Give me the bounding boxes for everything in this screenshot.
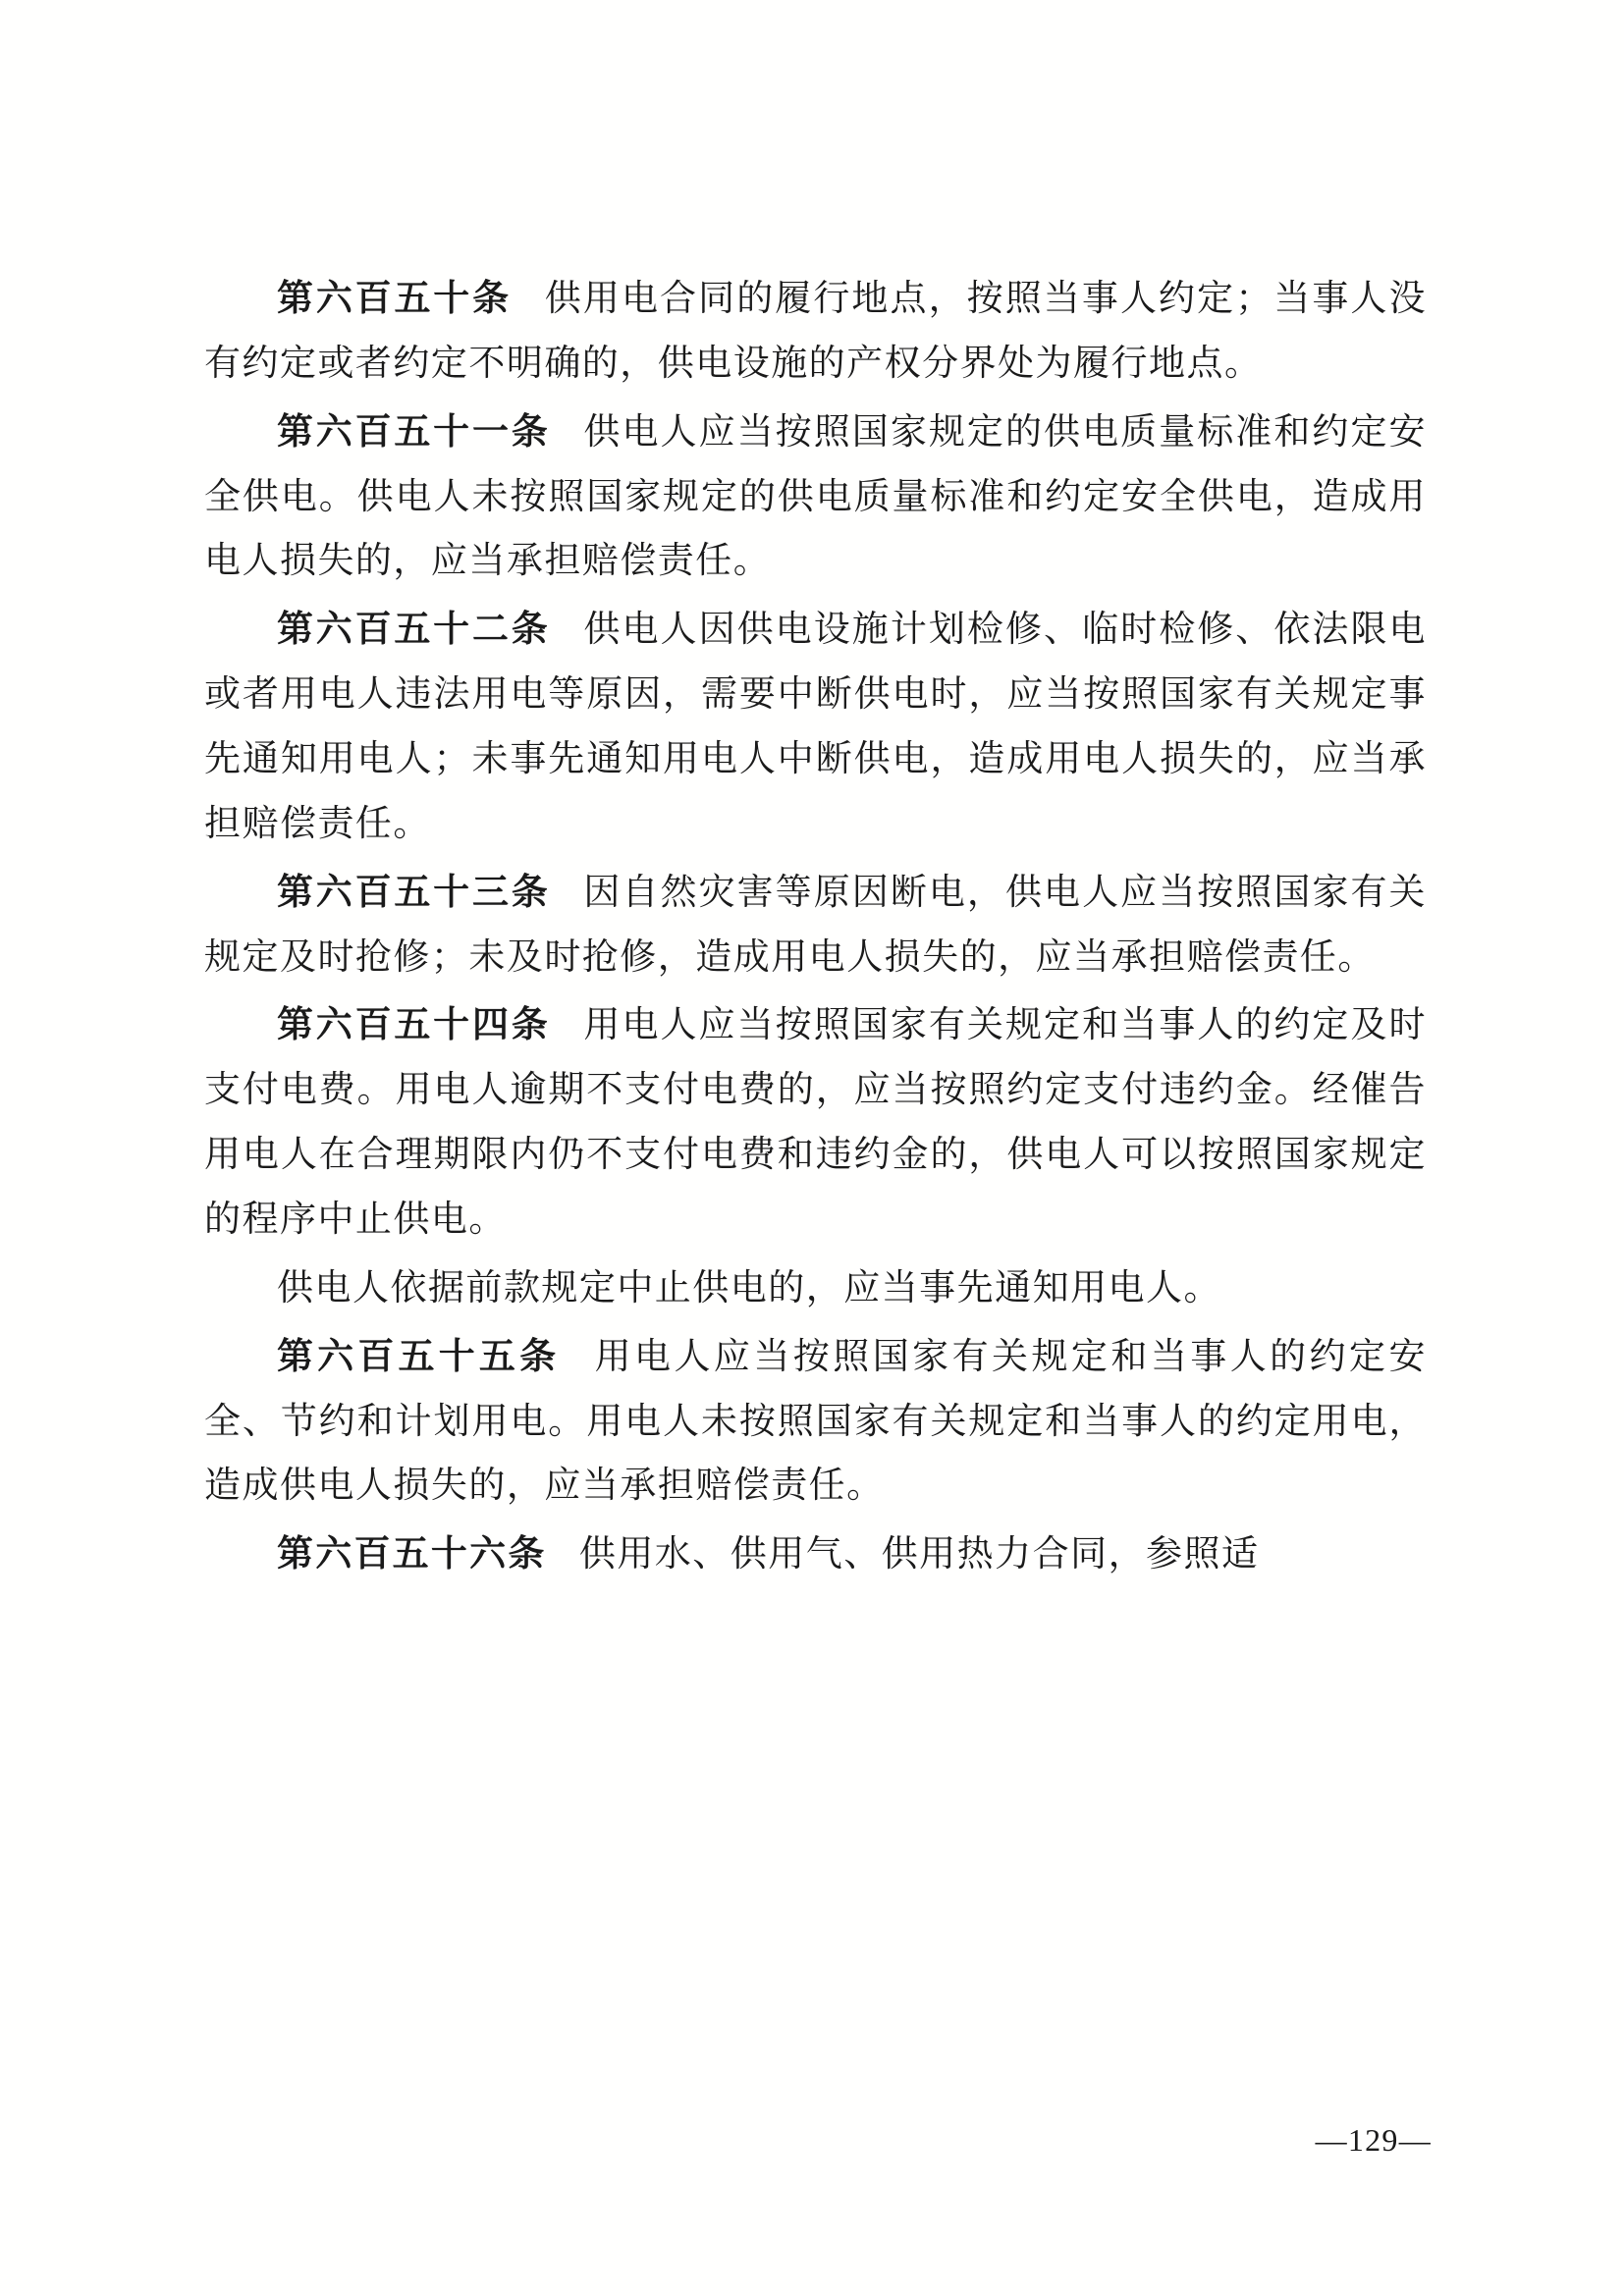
article-number: 第六百五十六条	[277, 1534, 547, 1575]
article-list	[204, 267, 1427, 1591]
article-number: 第六百五十四条	[277, 1005, 551, 1046]
article-number: 第六百五十三条	[277, 872, 551, 913]
paragraph-655	[204, 1325, 1427, 1520]
article-text: 用电人应当按照国家有关规定和当事人的约定安全、节约和计划用电。用电人未按照国家有关规定和当事人的约定用电，造成供电人损失的，应当承担赔偿责任。	[204, 1336, 1427, 1507]
paragraph-653	[204, 861, 1427, 990]
article-text: 供电人因供电设施计划检修、临时检修、依法限电或者用电人违法用电等原因，需要中断供电时，应当按照国家有关规定事先通知用电人；未事先通知用电人中断供电，造成用电人损失的，应当承担赔偿责任。	[204, 610, 1427, 844]
article-number: 第六百五十五条	[277, 1336, 561, 1377]
article-number: 第六百五十一条	[277, 411, 551, 453]
paragraph-651	[204, 400, 1427, 595]
article-text: 供电人依据前款规定中止供电的，应当事先通知用电人。	[277, 1267, 1221, 1308]
article-text: 供电人应当按照国家规定的供电质量标准和约定安全供电。供电人未按照国家规定的供电质量标准和约定安全供电，造成用电人损失的，应当承担赔偿责任。	[204, 411, 1427, 582]
article-text: 用电人应当按照国家有关规定和当事人的约定及时支付电费。用电人逾期不支付电费的，应当按照约定支付违约金。经催告用电人在合理期限内仍不支付电费和违约金的，供电人可以按照国家规定的程序中止供电。	[204, 1005, 1427, 1241]
paragraph-652	[204, 598, 1427, 856]
paragraph-654-clause-2	[204, 1256, 1427, 1321]
paragraph-650	[204, 267, 1427, 397]
article-number: 第六百五十条	[277, 279, 512, 319]
article-text: 因自然灾害等原因断电，供电人应当按照国家有关规定及时抢修；未及时抢修，造成用电人损失的，应当承担赔偿责任。	[204, 872, 1427, 978]
page-number: —129—	[1315, 2122, 1432, 2158]
paragraph-656	[204, 1522, 1427, 1587]
article-text: 供用电合同的履行地点，按照当事人约定；当事人没有约定或者约定不明确的，供电设施的产权分界处为履行地点。	[204, 279, 1427, 384]
article-text: 供用水、供用气、供用热力合同，参照适	[578, 1534, 1260, 1575]
paragraph-654	[204, 993, 1427, 1252]
article-number: 第六百五十二条	[277, 610, 551, 651]
